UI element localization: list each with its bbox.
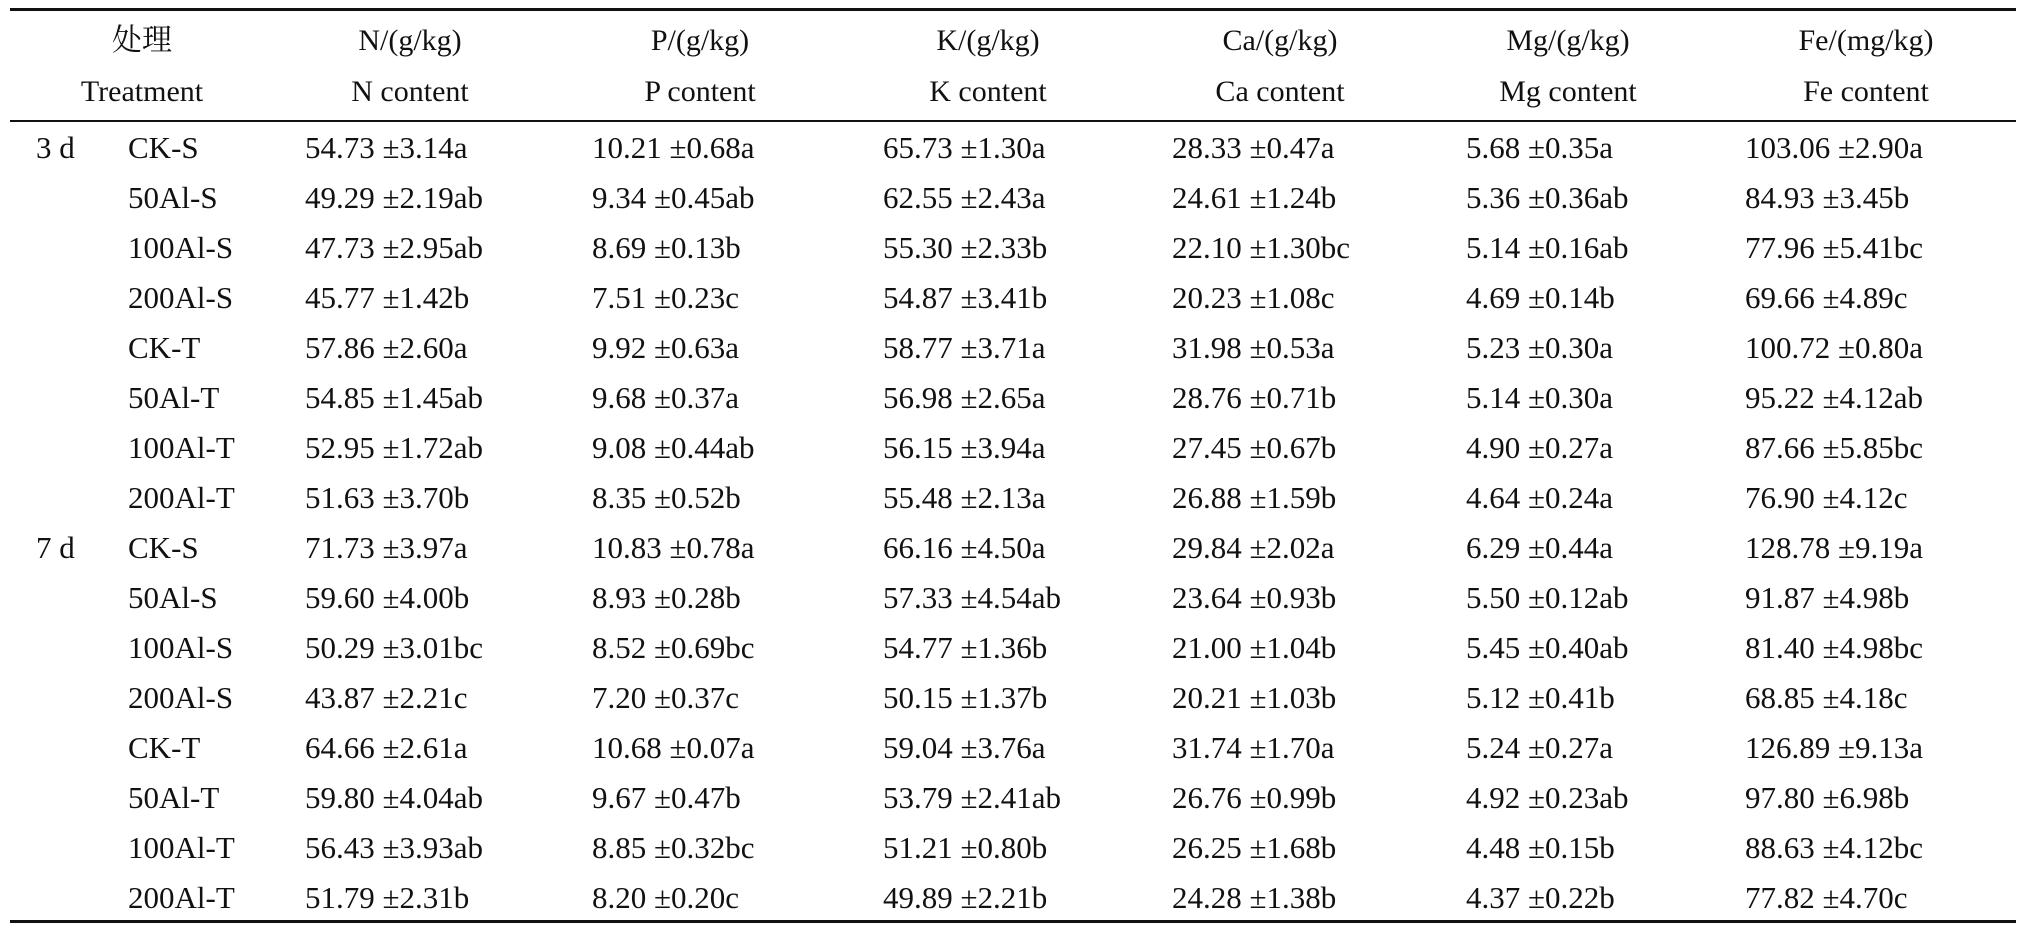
value-cell: 5.36 ±0.36ab: [1466, 180, 1629, 215]
value-cell: 9.67 ±0.47b: [592, 780, 741, 815]
value-cell: 4.90 ±0.27a: [1466, 430, 1614, 465]
value-cell: 51.63 ±3.70b: [305, 480, 470, 515]
value-cell: 47.73 ±2.95ab: [305, 230, 484, 265]
treatment-cell: 100Al-T: [128, 430, 235, 465]
value-cell: 56.98 ±2.65a: [883, 380, 1046, 415]
day-label: 7 d: [36, 530, 75, 565]
value-cell: 28.76 ±0.71b: [1172, 380, 1337, 415]
value-cell: 84.93 ±3.45b: [1745, 180, 1910, 215]
treatment-cell: CK-S: [128, 130, 199, 165]
value-cell: 8.35 ±0.52b: [592, 480, 741, 515]
value-cell: 9.34 ±0.45ab: [592, 180, 755, 215]
header-cell-3-label2: K content: [929, 75, 1047, 108]
value-cell: 58.77 ±3.71a: [883, 330, 1046, 365]
value-cell: 128.78 ±9.19a: [1745, 530, 1924, 565]
value-cell: 5.45 ±0.40ab: [1466, 630, 1629, 665]
value-cell: 49.89 ±2.21b: [883, 880, 1048, 915]
value-cell: 27.45 ±0.67b: [1172, 430, 1337, 465]
treatment-cell: 50Al-S: [128, 180, 218, 215]
value-cell: 5.23 ±0.30a: [1466, 330, 1614, 365]
value-cell: 66.16 ±4.50a: [883, 530, 1046, 565]
value-cell: 7.51 ±0.23c: [592, 280, 740, 315]
value-cell: 5.14 ±0.16ab: [1466, 230, 1629, 265]
value-cell: 24.28 ±1.38b: [1172, 880, 1337, 915]
header-cell-0-label1: 处理: [112, 24, 172, 57]
value-cell: 10.21 ±0.68a: [592, 130, 755, 165]
value-cell: 7.20 ±0.37c: [592, 680, 740, 715]
treatment-cell: CK-S: [128, 530, 199, 565]
value-cell: 4.69 ±0.14b: [1466, 280, 1615, 315]
value-cell: 87.66 ±5.85bc: [1745, 430, 1924, 465]
value-cell: 68.85 ±4.18c: [1745, 680, 1908, 715]
value-cell: 5.50 ±0.12ab: [1466, 580, 1629, 615]
header-cell-4-label2: Ca content: [1215, 75, 1345, 108]
header-cell-1-label1: N/(g/kg): [358, 24, 462, 57]
treatment-cell: 100Al-T: [128, 830, 235, 865]
value-cell: 103.06 ±2.90a: [1745, 130, 1924, 165]
treatment-cell: 50Al-T: [128, 380, 220, 415]
value-cell: 76.90 ±4.12c: [1745, 480, 1908, 515]
treatment-cell: CK-T: [128, 330, 201, 365]
value-cell: 24.61 ±1.24b: [1172, 180, 1337, 215]
value-cell: 5.24 ±0.27a: [1466, 730, 1614, 765]
value-cell: 95.22 ±4.12ab: [1745, 380, 1924, 415]
value-cell: 8.69 ±0.13b: [592, 230, 741, 265]
top-rule: [10, 8, 2016, 11]
value-cell: 54.85 ±1.45ab: [305, 380, 484, 415]
header-cell-1-label2: N content: [351, 75, 469, 108]
header-cell-4-label1: Ca/(g/kg): [1222, 24, 1338, 57]
value-cell: 26.76 ±0.99b: [1172, 780, 1337, 815]
header-cell-2-label2: P content: [644, 75, 756, 108]
value-cell: 91.87 ±4.98b: [1745, 580, 1910, 615]
treatment-cell: 200Al-T: [128, 480, 235, 515]
value-cell: 6.29 ±0.44a: [1466, 530, 1614, 565]
value-cell: 62.55 ±2.43a: [883, 180, 1046, 215]
value-cell: 21.00 ±1.04b: [1172, 630, 1337, 665]
header-rule: [10, 120, 2016, 122]
value-cell: 20.23 ±1.08c: [1172, 280, 1335, 315]
header-cell-6-label2: Fe content: [1803, 75, 1929, 108]
value-cell: 56.43 ±3.93ab: [305, 830, 484, 865]
value-cell: 69.66 ±4.89c: [1745, 280, 1908, 315]
value-cell: 100.72 ±0.80a: [1745, 330, 1924, 365]
treatment-cell: 100Al-S: [128, 230, 234, 265]
treatment-cell: CK-T: [128, 730, 201, 765]
value-cell: 28.33 ±0.47a: [1172, 130, 1335, 165]
value-cell: 59.04 ±3.76a: [883, 730, 1046, 765]
bottom-rule: [10, 920, 2016, 923]
value-cell: 97.80 ±6.98b: [1745, 780, 1910, 815]
value-cell: 51.21 ±0.80b: [883, 830, 1048, 865]
treatment-cell: 200Al-S: [128, 680, 234, 715]
value-cell: 81.40 ±4.98bc: [1745, 630, 1924, 665]
header-cell-5-label1: Mg/(g/kg): [1506, 24, 1630, 57]
value-cell: 64.66 ±2.61a: [305, 730, 468, 765]
value-cell: 22.10 ±1.30bc: [1172, 230, 1351, 265]
value-cell: 31.98 ±0.53a: [1172, 330, 1335, 365]
value-cell: 59.80 ±4.04ab: [305, 780, 484, 815]
value-cell: 5.14 ±0.30a: [1466, 380, 1614, 415]
value-cell: 8.93 ±0.28b: [592, 580, 741, 615]
value-cell: 54.77 ±1.36b: [883, 630, 1048, 665]
value-cell: 4.64 ±0.24a: [1466, 480, 1614, 515]
value-cell: 52.95 ±1.72ab: [305, 430, 484, 465]
value-cell: 57.33 ±4.54ab: [883, 580, 1062, 615]
value-cell: 4.92 ±0.23ab: [1466, 780, 1629, 815]
value-cell: 9.68 ±0.37a: [592, 380, 740, 415]
value-cell: 71.73 ±3.97a: [305, 530, 468, 565]
day-label: 3 d: [36, 130, 75, 165]
value-cell: 65.73 ±1.30a: [883, 130, 1046, 165]
value-cell: 4.37 ±0.22b: [1466, 880, 1615, 915]
value-cell: 77.82 ±4.70c: [1745, 880, 1908, 915]
value-cell: 55.30 ±2.33b: [883, 230, 1048, 265]
value-cell: 57.86 ±2.60a: [305, 330, 468, 365]
value-cell: 49.29 ±2.19ab: [305, 180, 484, 215]
treatment-cell: 50Al-T: [128, 780, 220, 815]
value-cell: 10.83 ±0.78a: [592, 530, 755, 565]
value-cell: 8.85 ±0.32bc: [592, 830, 755, 865]
value-cell: 77.96 ±5.41bc: [1745, 230, 1924, 265]
value-cell: 9.92 ±0.63a: [592, 330, 740, 365]
header-cell-0-label2: Treatment: [80, 75, 204, 108]
header-cell-2-label1: P/(g/kg): [650, 24, 750, 57]
treatment-cell: 200Al-S: [128, 280, 234, 315]
value-cell: 26.88 ±1.59b: [1172, 480, 1337, 515]
value-cell: 55.48 ±2.13a: [883, 480, 1046, 515]
value-cell: 31.74 ±1.70a: [1172, 730, 1335, 765]
value-cell: 5.12 ±0.41b: [1466, 680, 1615, 715]
value-cell: 9.08 ±0.44ab: [592, 430, 755, 465]
value-cell: 54.87 ±3.41b: [883, 280, 1048, 315]
value-cell: 20.21 ±1.03b: [1172, 680, 1337, 715]
header-cell-5-label2: Mg content: [1499, 75, 1637, 108]
value-cell: 10.68 ±0.07a: [592, 730, 755, 765]
value-cell: 51.79 ±2.31b: [305, 880, 470, 915]
value-cell: 50.29 ±3.01bc: [305, 630, 484, 665]
value-cell: 45.77 ±1.42b: [305, 280, 470, 315]
treatment-cell: 50Al-S: [128, 580, 218, 615]
value-cell: 26.25 ±1.68b: [1172, 830, 1337, 865]
header-cell-6-label1: Fe/(mg/kg): [1798, 24, 1934, 57]
value-cell: 8.52 ±0.69bc: [592, 630, 755, 665]
value-cell: 43.87 ±2.21c: [305, 680, 468, 715]
value-cell: 50.15 ±1.37b: [883, 680, 1048, 715]
value-cell: 4.48 ±0.15b: [1466, 830, 1615, 865]
value-cell: 23.64 ±0.93b: [1172, 580, 1337, 615]
header-cell-3-label1: K/(g/kg): [936, 24, 1040, 57]
value-cell: 54.73 ±3.14a: [305, 130, 468, 165]
value-cell: 59.60 ±4.00b: [305, 580, 470, 615]
treatment-cell: 100Al-S: [128, 630, 234, 665]
value-cell: 126.89 ±9.13a: [1745, 730, 1924, 765]
value-cell: 5.68 ±0.35a: [1466, 130, 1614, 165]
value-cell: 29.84 ±2.02a: [1172, 530, 1335, 565]
value-cell: 56.15 ±3.94a: [883, 430, 1046, 465]
value-cell: 88.63 ±4.12bc: [1745, 830, 1924, 865]
value-cell: 8.20 ±0.20c: [592, 880, 740, 915]
treatment-cell: 200Al-T: [128, 880, 235, 915]
value-cell: 53.79 ±2.41ab: [883, 780, 1062, 815]
